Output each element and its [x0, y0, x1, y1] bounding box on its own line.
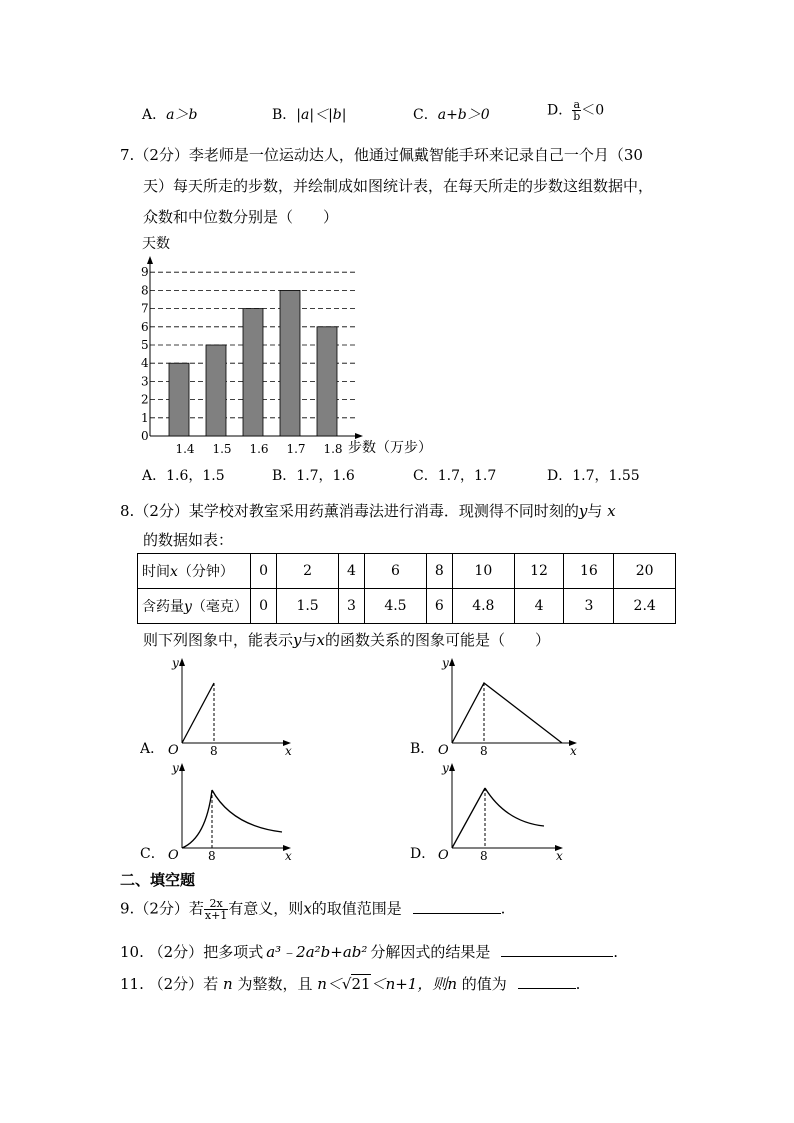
chart-y-tick-label: 8 — [141, 283, 149, 298]
svg-text:x: x — [570, 744, 577, 758]
svg-text:8: 8 — [480, 744, 488, 758]
graph-letter: B． — [410, 741, 435, 757]
chart-y-ticks — [141, 265, 149, 443]
table-row-time — [138, 554, 676, 589]
q9-fraction: $\frac{2x}{x+1}$ — [204, 897, 228, 922]
y-axis-arrow-icon — [179, 658, 185, 666]
q8-graph-a[interactable] — [140, 655, 300, 760]
q6-option-b[interactable]: B．|a|＜|b| — [272, 107, 347, 123]
table-cell: 3 — [564, 589, 614, 624]
table-cell: 4 — [338, 554, 364, 589]
chart-x-ticks — [175, 442, 342, 456]
table-cell: 1.5 — [277, 589, 339, 624]
chart-x-tick-label: 1.6 — [249, 442, 269, 456]
chart-y-tick-label: 1 — [141, 410, 149, 425]
chart-x-tick-label: 1.8 — [323, 442, 343, 456]
chart-x-tick-label: 1.4 — [175, 442, 195, 456]
table-cell: 4.5 — [365, 589, 427, 624]
q6-option-c[interactable]: C．a+b＞0 — [413, 107, 490, 123]
sqrt-icon: √ — [341, 975, 352, 993]
table-row-dosage — [138, 589, 676, 624]
graph-letter: C． — [140, 846, 165, 862]
table-cell: 0 — [251, 589, 277, 624]
chart-y-tick-label: 4 — [141, 356, 149, 371]
q7-line2: 天）每天所走的步数，并绘制成如图统计表，在每天所走的步数这组数据中， — [143, 177, 654, 195]
q6-option-a[interactable]: A．a＞b — [142, 107, 198, 123]
table-row-head: 时间x（分钟） — [138, 554, 251, 589]
table-cell: 12 — [514, 554, 564, 589]
chart-y-tick-label: 5 — [141, 338, 149, 352]
chart-y-tick-label: 2 — [141, 392, 149, 407]
chart-y-tick-label: 6 — [141, 319, 149, 334]
y-axis-arrow-icon — [449, 763, 455, 771]
graph-curve-rising — [182, 790, 212, 848]
table-cell: 2.4 — [614, 589, 676, 624]
chart-y-tick-label: 3 — [141, 374, 149, 389]
graph-line — [182, 683, 214, 743]
svg-text:y: y — [172, 761, 179, 775]
q6-option-d[interactable]: D． $\frac{a}{b}$ ＜0 — [547, 98, 605, 123]
q8-line1: 8.（2分）某学校对教室采用药薰消毒法进行消毒．现测得不同时刻的y与 x — [120, 502, 616, 520]
chart-bar-1.6 — [243, 309, 263, 436]
table-cell: 8 — [426, 554, 452, 589]
chart-y-tick-label: 7 — [141, 301, 149, 316]
graph-letter: D． — [410, 846, 436, 862]
svg-text:y: y — [442, 656, 449, 670]
q7-option-a[interactable]: A．1.6，1.5 — [142, 468, 225, 484]
x-axis-arrow-icon — [355, 433, 363, 439]
step-count-bar-chart — [130, 232, 450, 464]
chart-y-tick-label: 9 — [141, 265, 149, 280]
chart-x-tick-label: 1.7 — [286, 442, 306, 456]
svg-text:8: 8 — [208, 849, 216, 863]
chart-bar-1.4 — [169, 363, 189, 436]
graph-letter: A． — [140, 741, 165, 757]
chart-x-tick-label: 1.5 — [212, 442, 232, 456]
table-cell: 20 — [614, 554, 676, 589]
q7-option-b[interactable]: B．1.7，1.6 — [272, 468, 355, 484]
chart-y-label: 天数 — [142, 236, 170, 252]
table-cell: 16 — [564, 554, 614, 589]
section-title: 二、填空题 — [120, 871, 196, 889]
chart-bar-1.5 — [206, 345, 226, 436]
y-axis-arrow-icon — [449, 658, 455, 666]
q7-line1: 7.（2分）李老师是一位运动达人，他通过佩戴智能手环来记录自己一个月（30 — [120, 146, 643, 164]
table-cell: 0 — [251, 554, 277, 589]
svg-text:x: x — [285, 744, 292, 758]
y-axis-arrow-icon — [147, 256, 153, 264]
svg-text:x: x — [556, 849, 563, 863]
q8-data-table — [137, 553, 676, 624]
chart-y-tick-label: 0 — [141, 429, 149, 443]
q6-option-d-fraction: $\frac{a}{b}$ — [573, 98, 581, 123]
table-cell: 2 — [277, 554, 339, 589]
y-axis-arrow-icon — [179, 763, 185, 771]
svg-text:y: y — [172, 656, 179, 670]
q8-graph-b[interactable] — [410, 655, 590, 760]
svg-text:y: y — [442, 761, 449, 775]
graph-line — [452, 788, 485, 848]
table-cell: 10 — [453, 554, 515, 589]
q7-option-c[interactable]: C．1.7，1.7 — [413, 468, 497, 484]
q7-line3: 众数和中位数分别是（ ） — [143, 208, 339, 226]
q9: 9.（2分）若 $\frac{2x}{x+1}$ 有意义，则x的取值范围是 . — [120, 897, 506, 922]
q11-answer-blank[interactable] — [518, 974, 576, 989]
graph-line — [452, 683, 562, 743]
graph-curve-decay — [212, 790, 282, 832]
table-cell: 4.8 — [453, 589, 515, 624]
svg-text:8: 8 — [210, 744, 218, 758]
graph-curve-decay — [485, 788, 544, 826]
table-cell: 6 — [426, 589, 452, 624]
table-cell: 4 — [514, 589, 564, 624]
q8-line2: 的数据如表： — [143, 531, 234, 549]
svg-text:x: x — [285, 849, 292, 863]
q9-answer-blank[interactable] — [413, 899, 501, 914]
svg-text:8: 8 — [480, 849, 488, 863]
table-cell: 6 — [365, 554, 427, 589]
q10-answer-blank[interactable] — [501, 942, 613, 957]
svg-text:O: O — [438, 848, 449, 863]
svg-text:O: O — [168, 743, 179, 758]
svg-text:O: O — [438, 743, 449, 758]
q10: 10. （2分）把多项式 a³﹣2a²b+ab² 分解因式的结果是 . — [120, 943, 618, 961]
q8-graph-d[interactable] — [410, 760, 580, 865]
table-row-head: 含药量y（毫克） — [138, 589, 251, 624]
chart-bar-1.7 — [280, 290, 300, 436]
svg-text:O: O — [168, 848, 179, 863]
q8-graph-c[interactable] — [140, 760, 300, 865]
chart-bar-1.8 — [317, 327, 337, 436]
q8-prompt: 则下列图象中，能表示y与x的函数关系的图象可能是（ ） — [143, 631, 550, 649]
table-cell: 3 — [338, 589, 364, 624]
q7-option-d[interactable]: D．1.7，1.55 — [547, 468, 640, 484]
chart-x-label: 步数（万步） — [348, 440, 432, 456]
q11: 11. （2分）若 n 为整数，且 n＜√21＜n+1，则n 的值为 . — [120, 975, 581, 993]
